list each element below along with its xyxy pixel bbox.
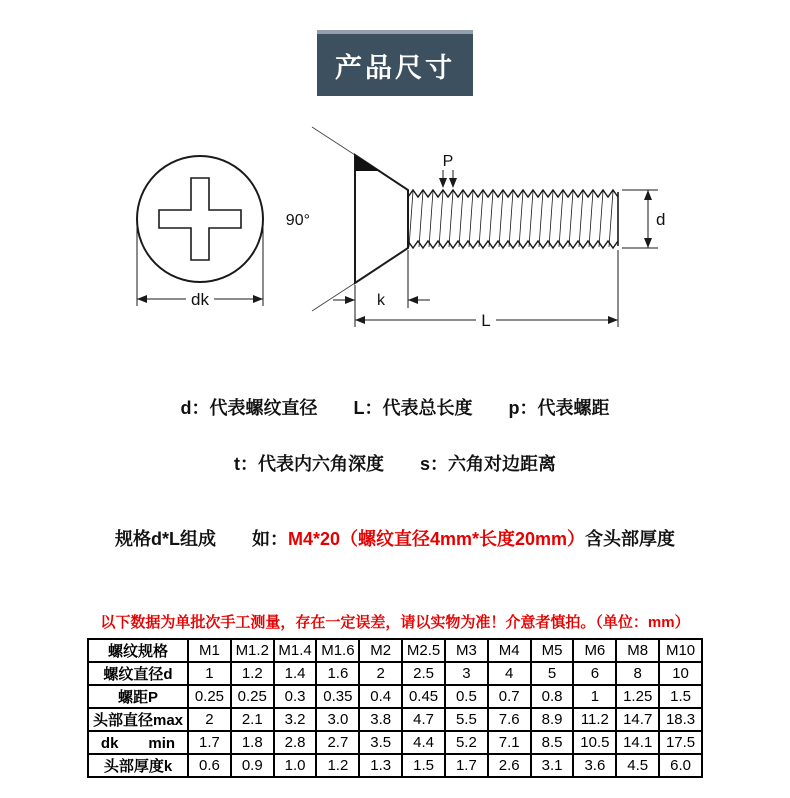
spec-format-line <box>0 525 790 551</box>
value-cell: 1.7 <box>445 754 488 777</box>
header-banner <box>317 30 473 96</box>
value-cell: 0.3 <box>274 685 317 708</box>
table-header-row <box>88 639 702 662</box>
value-cell: 0.5 <box>445 685 488 708</box>
value-cell: 5 <box>531 662 574 685</box>
row-label-cell: 头部厚度k <box>88 754 188 777</box>
thread-flank-lines <box>409 191 613 247</box>
value-cell: M1.2 <box>231 639 274 662</box>
table-row <box>88 685 702 708</box>
table-row <box>88 708 702 731</box>
value-cell: 0.6 <box>188 754 231 777</box>
row-label-cell: 螺距P <box>88 685 188 708</box>
pitch-dimension-label: P <box>442 153 454 170</box>
value-cell: 2.7 <box>316 731 359 754</box>
value-cell: 2.1 <box>231 708 274 731</box>
value-cell: M3 <box>445 639 488 662</box>
value-cell: 2.6 <box>488 754 531 777</box>
value-cell: 0.25 <box>231 685 274 708</box>
value-cell: 0.7 <box>488 685 531 708</box>
value-cell: M8 <box>616 639 659 662</box>
value-cell: M1 <box>188 639 231 662</box>
value-cell: 8.5 <box>531 731 574 754</box>
value-cell: 6.0 <box>659 754 702 777</box>
table-row <box>88 662 702 685</box>
value-cell: 1.5 <box>402 754 445 777</box>
value-cell: 7.1 <box>488 731 531 754</box>
value-cell: 4.4 <box>402 731 445 754</box>
value-cell: 10.5 <box>573 731 616 754</box>
value-cell: 1.2 <box>316 754 359 777</box>
value-cell: 4.5 <box>616 754 659 777</box>
value-cell: 1.5 <box>659 685 702 708</box>
value-cell: M1.4 <box>274 639 317 662</box>
value-cell: 0.9 <box>231 754 274 777</box>
value-cell: 14.7 <box>616 708 659 731</box>
value-cell: 3.0 <box>316 708 359 731</box>
value-cell: 8.9 <box>531 708 574 731</box>
value-cell: 1.4 <box>274 662 317 685</box>
thread-diameter-label: d <box>656 210 666 229</box>
value-cell: 2 <box>188 708 231 731</box>
value-cell: 5.2 <box>445 731 488 754</box>
value-cell: 3.1 <box>531 754 574 777</box>
value-cell: 1 <box>188 662 231 685</box>
spec-format-prefix: 规格d*L组成 如： <box>114 529 288 549</box>
value-cell: 0.35 <box>316 685 359 708</box>
value-cell: 1 <box>573 685 616 708</box>
value-cell: M1.6 <box>316 639 359 662</box>
value-cell: 3 <box>445 662 488 685</box>
value-cell: 3.2 <box>274 708 317 731</box>
value-cell: M4 <box>488 639 531 662</box>
legend-line-1: d：代表螺纹直径 L：代表总长度 p：代表螺距 <box>180 398 610 418</box>
value-cell: 17.5 <box>659 731 702 754</box>
value-cell: M2 <box>359 639 402 662</box>
value-cell: 4.7 <box>402 708 445 731</box>
screw-side-view <box>286 127 666 330</box>
head-thickness-label: k <box>377 292 385 309</box>
value-cell: 1.2 <box>231 662 274 685</box>
screw-dimension-svg <box>0 122 790 352</box>
measurement-disclaimer: 以下数据为单批次手工测量，存在一定误差，请以实物为准！介意者慎拍。（单位：mm） <box>100 614 690 631</box>
dk-dimension-label: dk <box>191 290 209 309</box>
value-cell: 0.25 <box>188 685 231 708</box>
value-cell: 3.5 <box>359 731 402 754</box>
value-cell: M2.5 <box>402 639 445 662</box>
value-cell: 3.8 <box>359 708 402 731</box>
total-length-label: L <box>481 311 491 330</box>
table-row <box>88 731 702 754</box>
value-cell: 0.4 <box>359 685 402 708</box>
row-label-cell: 螺纹直径d <box>88 662 188 685</box>
value-cell: 5.5 <box>445 708 488 731</box>
spec-format-suffix: 含头部厚度 <box>585 529 676 549</box>
value-cell: M6 <box>573 639 616 662</box>
row-label-cell: dk min <box>88 731 188 754</box>
value-cell: 3.6 <box>573 754 616 777</box>
value-cell: 7.6 <box>488 708 531 731</box>
value-cell: 1.8 <box>231 731 274 754</box>
head-front-view <box>137 156 263 309</box>
value-cell: 0.45 <box>402 685 445 708</box>
value-cell: M5 <box>531 639 574 662</box>
value-cell: 2 <box>359 662 402 685</box>
value-cell: 10 <box>659 662 702 685</box>
value-cell: 2.8 <box>274 731 317 754</box>
value-cell: 1.3 <box>359 754 402 777</box>
value-cell: 11.2 <box>573 708 616 731</box>
page-title: 产品尺寸 <box>335 52 455 83</box>
row-label-cell: 头部直径max <box>88 708 188 731</box>
value-cell: 1.25 <box>616 685 659 708</box>
table-row <box>88 754 702 777</box>
value-cell: M10 <box>659 639 702 662</box>
value-cell: 1.6 <box>316 662 359 685</box>
value-cell: 14.1 <box>616 731 659 754</box>
spec-format-example: M4*20（螺纹直径4mm*长度20mm） <box>287 529 586 549</box>
value-cell: 8 <box>616 662 659 685</box>
spec-table <box>87 638 703 778</box>
countersink-angle-label: 90° <box>285 212 310 229</box>
row-label-cell: 螺纹规格 <box>88 639 188 662</box>
value-cell: 1.7 <box>188 731 231 754</box>
value-cell: 1.0 <box>274 754 317 777</box>
legend-line-2: t：代表内六角深度 s：六角对边距离 <box>233 454 556 474</box>
value-cell: 2.5 <box>402 662 445 685</box>
value-cell: 6 <box>573 662 616 685</box>
screw-technical-drawing <box>0 122 790 352</box>
value-cell: 4 <box>488 662 531 685</box>
value-cell: 0.8 <box>531 685 574 708</box>
value-cell: 18.3 <box>659 708 702 731</box>
